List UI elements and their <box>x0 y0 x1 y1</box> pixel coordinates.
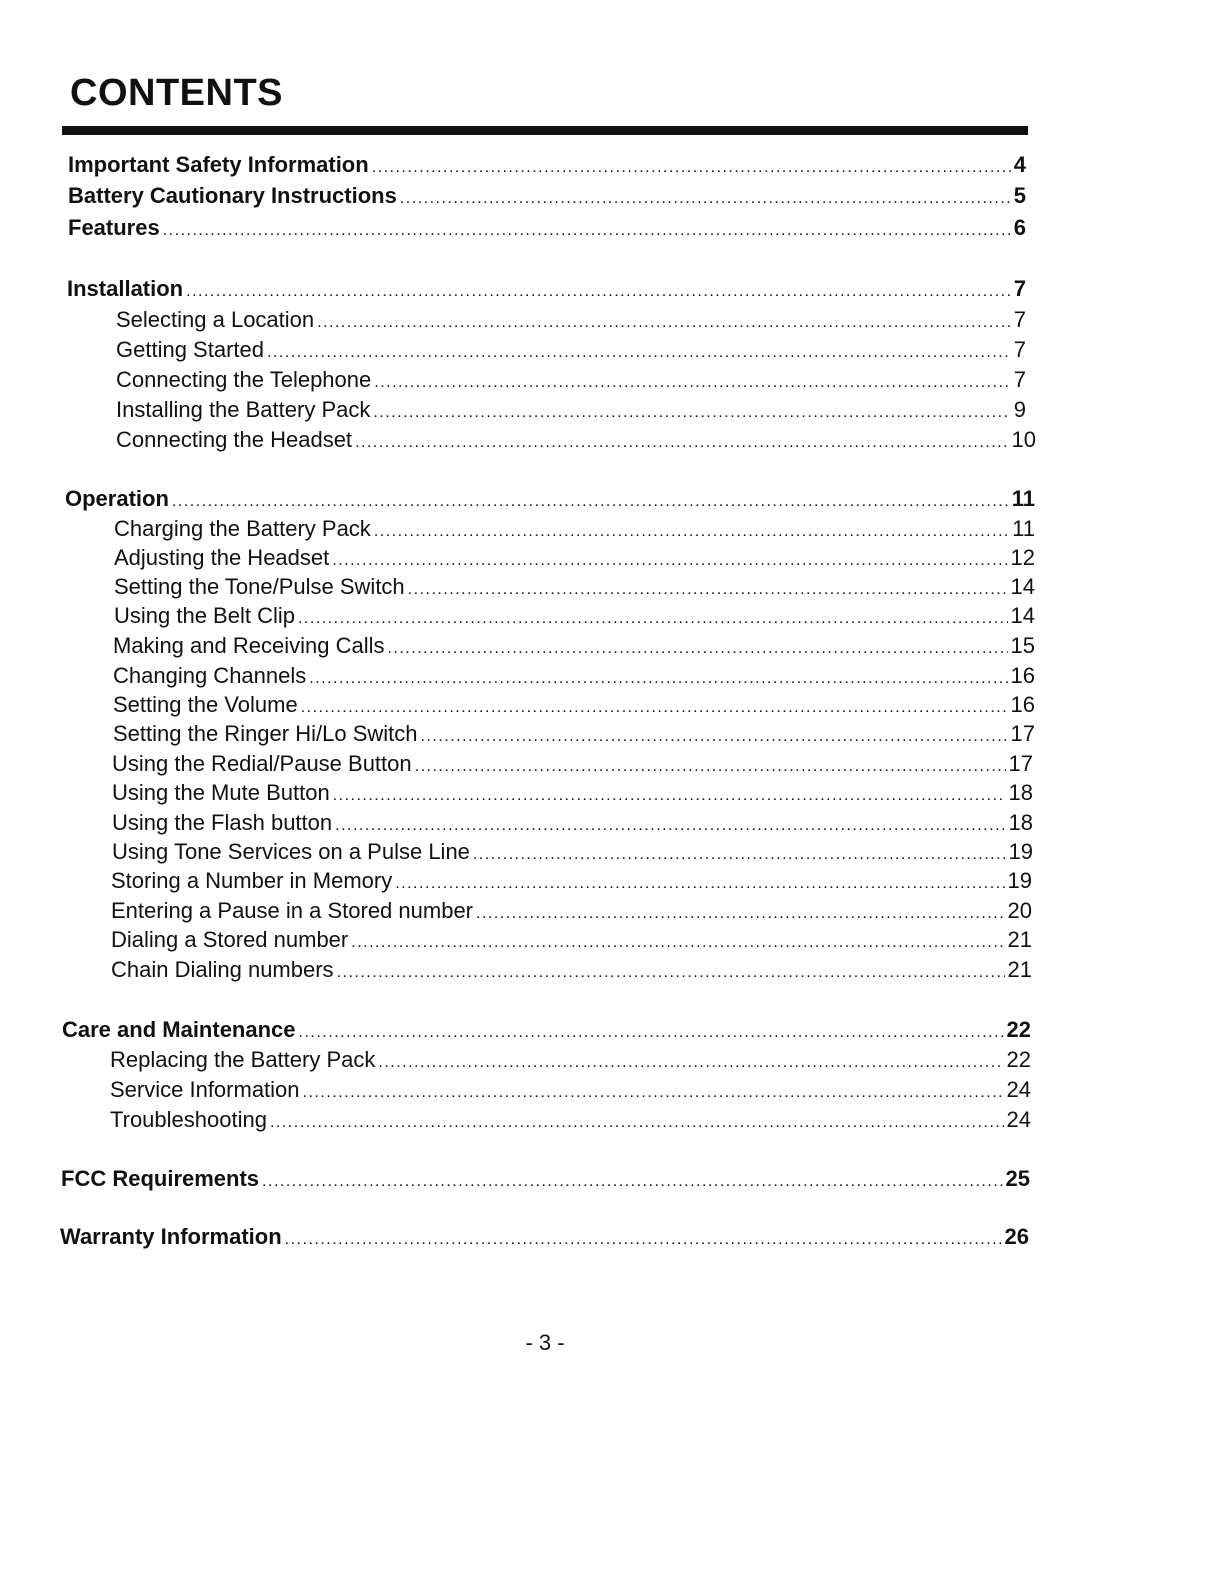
dot-leader <box>317 308 1011 338</box>
toc-entry[interactable] <box>68 150 1026 180</box>
dot-leader <box>285 1225 1002 1255</box>
toc-entry-page: 16 <box>1010 663 1035 688</box>
toc-entry-label: Replacing the Battery Pack <box>110 1047 376 1072</box>
toc-entry-label: Features <box>68 215 160 240</box>
toc-entry-page: 11 <box>1011 486 1035 511</box>
toc-entry-page: 19 <box>1008 839 1033 864</box>
toc-entry[interactable] <box>68 213 1026 243</box>
toc-entry[interactable] <box>111 955 1032 985</box>
toc-entry-page: 9 <box>1013 397 1026 422</box>
toc-entry[interactable] <box>114 572 1035 602</box>
toc-entry-page: 14 <box>1010 603 1035 628</box>
toc-entry[interactable] <box>67 274 1026 304</box>
toc-entry-page: 17 <box>1010 721 1035 746</box>
toc-entry-label: Dialing a Stored number <box>111 927 349 952</box>
dot-leader <box>163 216 1011 246</box>
toc-entry-page: 19 <box>1007 868 1032 893</box>
dot-leader <box>395 869 1004 899</box>
toc-entry-page: 20 <box>1007 898 1032 923</box>
toc-entry-label: Service Information <box>110 1077 300 1102</box>
toc-entry-page: 7 <box>1013 337 1026 362</box>
toc-entry[interactable] <box>112 778 1033 808</box>
page-title: CONTENTS <box>70 72 283 114</box>
dot-leader <box>400 184 1011 214</box>
toc-entry[interactable] <box>112 808 1033 838</box>
toc-entry-page: 16 <box>1010 692 1035 717</box>
toc-entry[interactable] <box>113 661 1035 691</box>
toc-entry-label: Battery Cautionary Instructions <box>68 183 397 208</box>
toc-entry-page: 17 <box>1008 751 1033 776</box>
toc-entry-label: Using Tone Services on a Pulse Line <box>112 839 470 864</box>
toc-entry[interactable] <box>110 1075 1031 1105</box>
toc-entry[interactable] <box>65 484 1035 514</box>
toc-entry-page: 7 <box>1013 276 1026 301</box>
dot-leader <box>303 1078 1004 1108</box>
toc-entry-label: Care and Maintenance <box>62 1017 296 1042</box>
dot-leader <box>172 487 1009 517</box>
title-rule <box>62 126 1028 135</box>
toc-entry[interactable] <box>116 425 1036 455</box>
dot-leader <box>267 338 1011 368</box>
toc-entry-label: Making and Receiving Calls <box>113 633 385 658</box>
dot-leader <box>374 368 1011 398</box>
toc-entry-page: 7 <box>1013 307 1026 332</box>
toc-entry-label: Charging the Battery Pack <box>114 516 371 541</box>
toc-entry-label: Setting the Tone/Pulse Switch <box>114 574 405 599</box>
toc-entry[interactable] <box>68 181 1026 211</box>
toc-entry[interactable] <box>112 837 1033 867</box>
toc-entry[interactable] <box>112 749 1033 779</box>
toc-entry-page: 15 <box>1010 633 1035 658</box>
dot-leader <box>298 604 1008 634</box>
toc-entry-label: Connecting the Headset <box>116 427 353 452</box>
dot-leader <box>186 277 1011 307</box>
dot-leader <box>351 928 1004 958</box>
toc-entry-label: Getting Started <box>116 337 264 362</box>
toc-entry[interactable] <box>114 601 1035 631</box>
toc-entry-label: Warranty Information <box>60 1224 282 1249</box>
toc-entry-page: 10 <box>1011 427 1036 452</box>
toc-entry[interactable] <box>110 1045 1031 1075</box>
toc-entry-label: Storing a Number in Memory <box>111 868 393 893</box>
toc-entry-label: Adjusting the Headset <box>114 545 330 570</box>
toc-entry[interactable] <box>62 1015 1031 1045</box>
dot-leader <box>378 1048 1003 1078</box>
dot-leader <box>270 1108 1004 1138</box>
dot-leader <box>333 781 1006 811</box>
dot-leader <box>262 1167 1002 1197</box>
toc-entry-label: Using the Belt Clip <box>114 603 295 628</box>
dot-leader <box>387 634 1007 664</box>
toc-entry-label: Setting the Volume <box>113 692 298 717</box>
toc-entry[interactable] <box>116 335 1026 365</box>
toc-entry[interactable] <box>116 395 1026 425</box>
toc-entry[interactable] <box>116 305 1026 335</box>
dot-leader <box>372 153 1011 183</box>
toc-entry[interactable] <box>111 925 1032 955</box>
toc-entry-page: 11 <box>1012 516 1035 541</box>
toc-entry-page: 26 <box>1004 1224 1029 1249</box>
toc-entry-label: Chain Dialing numbers <box>111 957 334 982</box>
toc-entry-page: 18 <box>1008 780 1033 805</box>
toc-entry-page: 12 <box>1010 545 1035 570</box>
toc-entry-page: 22 <box>1006 1047 1031 1072</box>
dot-leader <box>299 1018 1004 1048</box>
toc-entry-label: Installation <box>67 276 184 301</box>
toc-entry-label: Operation <box>65 486 169 511</box>
toc-entry-page: 21 <box>1007 957 1032 982</box>
toc-entry-page: 24 <box>1006 1107 1031 1132</box>
toc-entry-label: FCC Requirements <box>61 1166 260 1191</box>
toc-entry-page: 22 <box>1006 1017 1031 1042</box>
toc-entry-label: Entering a Pause in a Stored number <box>111 898 474 923</box>
toc-entry[interactable] <box>110 1105 1031 1135</box>
toc-entry-label: Important Safety Information <box>68 152 369 177</box>
toc-entry-label: Using the Mute Button <box>112 780 330 805</box>
toc-entry-label: Changing Channels <box>113 663 307 688</box>
toc-entry[interactable] <box>116 365 1026 395</box>
toc-entry[interactable] <box>113 719 1035 749</box>
toc-entry-page: 25 <box>1005 1166 1030 1191</box>
dot-leader <box>421 722 1008 752</box>
toc-entry-page: 18 <box>1008 810 1033 835</box>
toc-entry-label: Setting the Ringer Hi/Lo Switch <box>113 721 418 746</box>
dot-leader <box>373 398 1010 428</box>
toc-entry-page: 5 <box>1013 183 1026 208</box>
toc-entry-label: Troubleshooting <box>110 1107 267 1132</box>
toc-entry[interactable] <box>61 1164 1030 1194</box>
dot-leader <box>355 428 1008 458</box>
toc-entry-page: 7 <box>1013 367 1026 392</box>
toc-entry-page: 6 <box>1013 215 1026 240</box>
toc-entry-page: 21 <box>1007 927 1032 952</box>
toc-entry-page: 14 <box>1010 574 1035 599</box>
toc-entry[interactable] <box>114 543 1035 573</box>
page-number: - 3 - <box>525 1330 565 1355</box>
toc-entry[interactable] <box>60 1222 1029 1252</box>
toc-entry-label: Selecting a Location <box>116 307 315 332</box>
toc-entry-label: Connecting the Telephone <box>116 367 372 392</box>
toc-entry-label: Using the Flash button <box>112 810 333 835</box>
dot-leader <box>337 958 1005 988</box>
toc-entry[interactable] <box>113 690 1035 720</box>
toc-entry-page: 24 <box>1006 1077 1031 1102</box>
toc-entry[interactable] <box>111 896 1032 926</box>
toc-entry-label: Using the Redial/Pause Button <box>112 751 412 776</box>
toc-entry[interactable] <box>114 514 1035 544</box>
toc-entry-page: 4 <box>1013 152 1026 177</box>
toc-entry-label: Installing the Battery Pack <box>116 397 371 422</box>
toc-entry[interactable] <box>111 866 1032 896</box>
toc-entry[interactable] <box>113 631 1035 661</box>
